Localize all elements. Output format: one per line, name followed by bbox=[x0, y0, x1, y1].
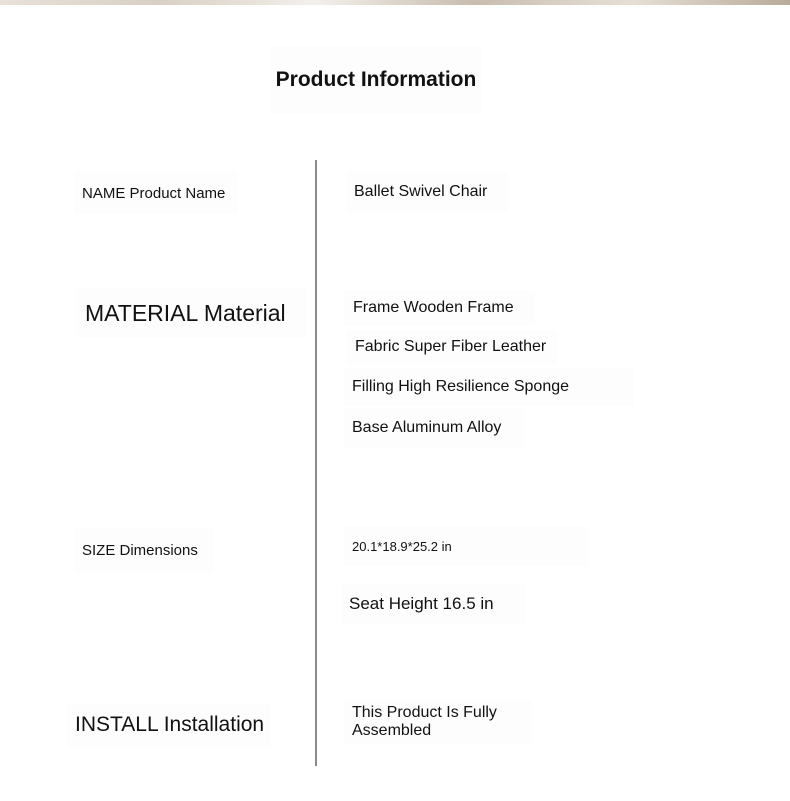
install-label: INSTALL Installation bbox=[67, 703, 271, 747]
name-value: Ballet Swivel Chair bbox=[346, 172, 508, 212]
material-value-filling: Filling High Resilience Sponge bbox=[344, 368, 634, 406]
column-divider bbox=[315, 160, 317, 766]
header-image-strip bbox=[0, 0, 790, 5]
size-label: SIZE Dimensions bbox=[74, 528, 214, 572]
material-value-fabric: Fabric Super Fiber Leather bbox=[346, 330, 557, 364]
page-title: Product Information bbox=[270, 46, 482, 114]
material-value-frame: Frame Wooden Frame bbox=[344, 290, 535, 326]
name-label: NAME Product Name bbox=[74, 172, 238, 214]
install-value: This Product Is Fully Assembled bbox=[344, 700, 532, 744]
size-value-seat-height: Seat Height 16.5 in bbox=[341, 584, 525, 624]
size-value-dimensions: 20.1*18.9*25.2 in bbox=[344, 526, 588, 566]
material-value-base: Base Aluminum Alloy bbox=[344, 408, 524, 448]
material-label: MATERIAL Material bbox=[76, 288, 307, 338]
